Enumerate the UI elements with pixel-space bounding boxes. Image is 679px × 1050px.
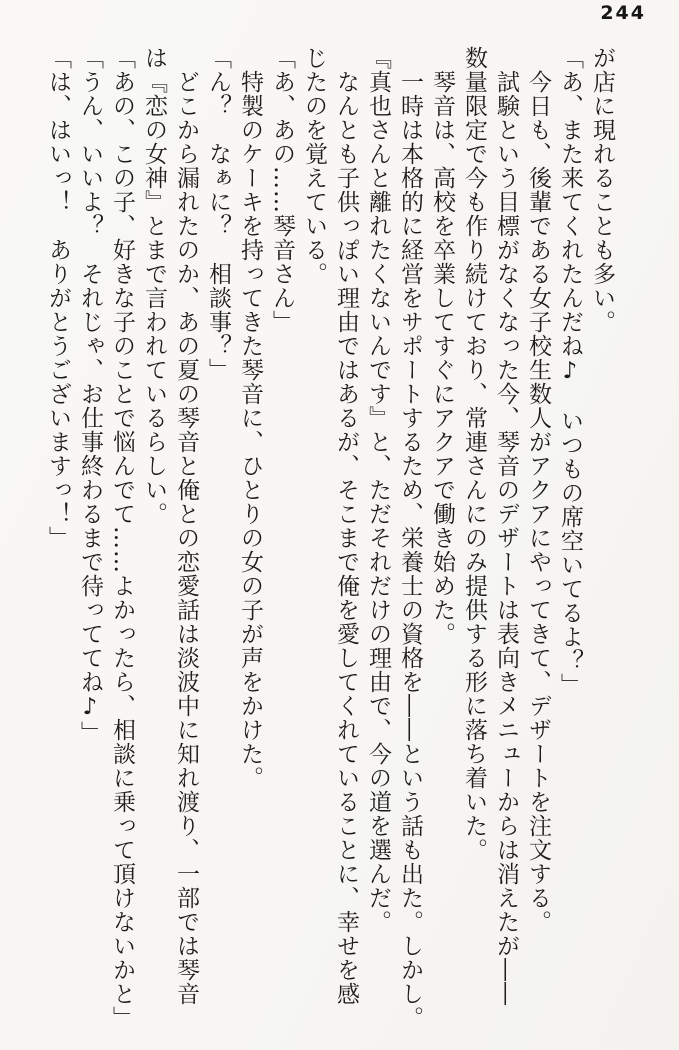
- text-line-16: 「あの、この子、好きな子のことで悩んでて……よかったら、相談に乗って頂けないかと」: [109, 46, 135, 1030]
- text-line-5: 数量限定で今も作り続けており、常連さんにのみ提供する形に落ち着いた。: [461, 46, 487, 862]
- text-line-11: 「あ、あの……琴音さん」: [269, 46, 295, 334]
- text-line-4: 試験という目標がなくなった今、琴音のデザートは表向きメニューからは消えたが――: [493, 46, 519, 1006]
- vertical-text-block: [40, 46, 618, 1038]
- text-line-9: なんとも子供っぽい理由ではあるが、そこまで俺を愛してくれていることに、幸せを感: [333, 46, 359, 1006]
- text-line-8: 『真也さんと離れたくないんです』と、ただそれだけの理由で、今の道を選んだ。: [365, 46, 391, 934]
- text-line-14: どこから漏れたのか、あの夏の琴音と俺との恋愛話は淡波中に知れ渡り、一部では琴音: [173, 46, 199, 1006]
- text-line-15: は『恋の女神』とまで言われているらしい。: [141, 46, 167, 526]
- text-line-3: 今日も、後輩である女子校生数人がアクアにやってきて、デザートを注文する。: [525, 46, 551, 934]
- text-line-10: じたのを覚えている。: [301, 46, 327, 286]
- text-line-17: 「うん、いいよ？ それじゃ、お仕事終わるまで待っててね♪」: [77, 46, 103, 745]
- text-line-7: 一時は本格的に経営をサポートするため、栄養士の資格を――という話も出た。しかし。: [397, 46, 423, 1030]
- text-line-1: が店に現れることも多い。: [589, 46, 615, 334]
- text-line-13: 「ん？ なぁに？ 相談事？」: [205, 46, 231, 382]
- page-number: 244: [600, 2, 646, 24]
- text-line-2: 「あ、また来てくれたんだね♪ いつもの席空いてるよ？」: [557, 46, 583, 697]
- text-line-12: 特製のケーキを持ってきた琴音に、ひとりの女の子が声をかけた。: [237, 46, 263, 790]
- text-line-18: 「は、はいっ！ ありがとうございますっ！」: [45, 46, 71, 550]
- text-line-6: 琴音は、高校を卒業してすぐにアクアで働き始めた。: [429, 46, 455, 646]
